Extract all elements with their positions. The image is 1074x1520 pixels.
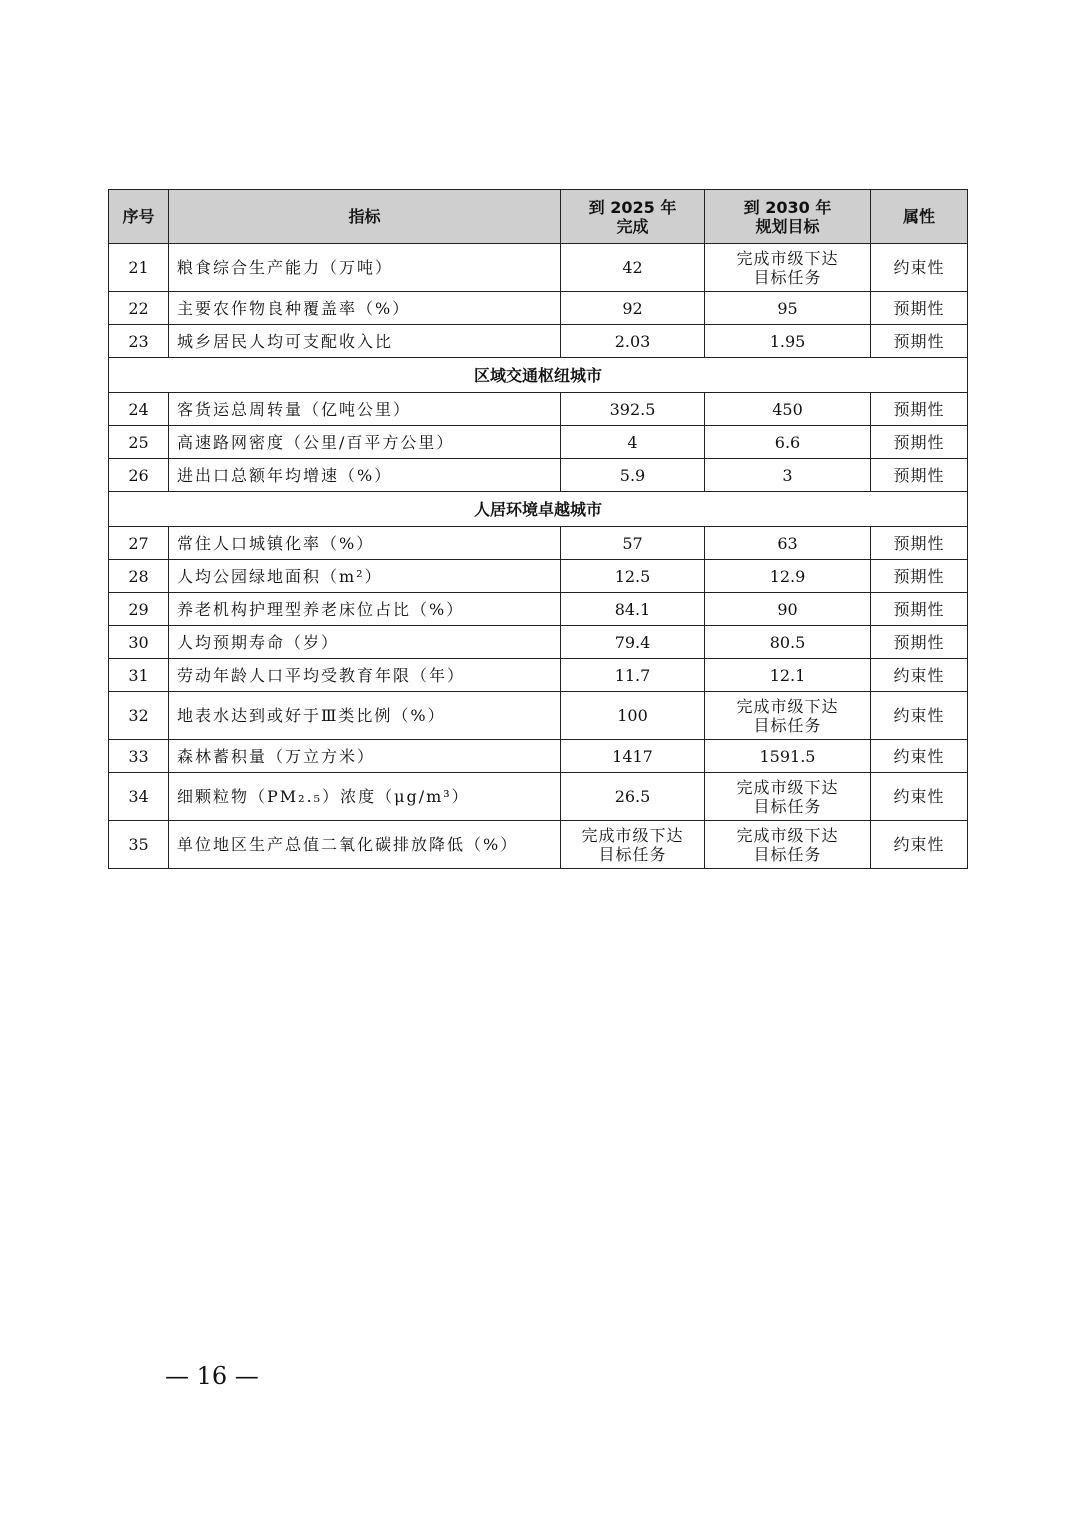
row-num: 28 xyxy=(109,560,169,593)
row-value-2030-line1: 完成市级下达 xyxy=(736,825,839,845)
row-nature: 约束性 xyxy=(871,821,968,869)
row-value-2030-line1: 完成市级下达 xyxy=(736,248,839,268)
row-num: 27 xyxy=(109,527,169,560)
row-metric: 养老机构护理型养老床位占比（%） xyxy=(169,593,561,626)
row-value-2025 xyxy=(561,821,705,869)
row-value-2025: 42 xyxy=(561,244,705,292)
row-value-2025: 57 xyxy=(561,527,705,560)
table-row xyxy=(109,740,968,773)
row-value-2030: 63 xyxy=(705,527,871,560)
row-value-2030: 12.9 xyxy=(705,560,871,593)
header-2030 xyxy=(705,190,871,244)
table-row xyxy=(109,821,968,869)
header-2030-line1: 到 2030 年 xyxy=(743,197,832,217)
row-value-2025: 26.5 xyxy=(561,773,705,821)
row-value-2030 xyxy=(705,821,871,869)
row-num: 29 xyxy=(109,593,169,626)
row-value-2025: 4 xyxy=(561,426,705,459)
row-num: 34 xyxy=(109,773,169,821)
row-metric: 细颗粒物（PM₂.₅）浓度（μg/m³） xyxy=(169,773,561,821)
row-value-2025-line1: 完成市级下达 xyxy=(581,825,684,845)
page-number: — 16 — xyxy=(165,1362,259,1390)
table-header-row xyxy=(109,190,968,244)
row-value-2030 xyxy=(705,244,871,292)
row-metric: 粮食综合生产能力（万吨） xyxy=(169,244,561,292)
row-metric: 常住人口城镇化率（%） xyxy=(169,527,561,560)
row-value-2025: 100 xyxy=(561,692,705,740)
row-value-2030 xyxy=(705,692,871,740)
row-value-2025: 84.1 xyxy=(561,593,705,626)
header-2025-line1: 到 2025 年 xyxy=(588,197,677,217)
row-metric: 客货运总周转量（亿吨公里） xyxy=(169,393,561,426)
row-value-2025: 392.5 xyxy=(561,393,705,426)
row-nature: 约束性 xyxy=(871,244,968,292)
row-value-2030-line2: 目标任务 xyxy=(753,796,822,816)
header-metric: 指标 xyxy=(169,190,561,244)
table-row xyxy=(109,773,968,821)
table-row xyxy=(109,325,968,358)
table-row xyxy=(109,426,968,459)
section-row-living xyxy=(109,492,968,527)
row-num: 25 xyxy=(109,426,169,459)
row-value-2030: 1.95 xyxy=(705,325,871,358)
row-nature: 预期性 xyxy=(871,527,968,560)
row-num: 35 xyxy=(109,821,169,869)
row-value-2030: 80.5 xyxy=(705,626,871,659)
row-metric: 进出口总额年均增速（%） xyxy=(169,459,561,492)
row-value-2025-line2: 目标任务 xyxy=(598,844,667,864)
row-num: 24 xyxy=(109,393,169,426)
row-nature: 预期性 xyxy=(871,459,968,492)
row-nature: 预期性 xyxy=(871,626,968,659)
row-value-2030-line2: 目标任务 xyxy=(753,715,822,735)
row-metric: 地表水达到或好于Ⅲ类比例（%） xyxy=(169,692,561,740)
header-num: 序号 xyxy=(109,190,169,244)
row-num: 31 xyxy=(109,659,169,692)
header-2030-line2: 规划目标 xyxy=(755,216,820,236)
row-metric: 高速路网密度（公里/百平方公里） xyxy=(169,426,561,459)
row-value-2025: 11.7 xyxy=(561,659,705,692)
row-num: 26 xyxy=(109,459,169,492)
row-num: 23 xyxy=(109,325,169,358)
row-metric: 劳动年龄人口平均受教育年限（年） xyxy=(169,659,561,692)
row-value-2030-line1: 完成市级下达 xyxy=(736,777,839,797)
row-value-2030-line1: 完成市级下达 xyxy=(736,696,839,716)
row-nature: 预期性 xyxy=(871,292,968,325)
row-num: 30 xyxy=(109,626,169,659)
row-num: 33 xyxy=(109,740,169,773)
row-value-2025: 1417 xyxy=(561,740,705,773)
row-value-2030-line2: 目标任务 xyxy=(753,267,822,287)
row-nature: 约束性 xyxy=(871,692,968,740)
table-row xyxy=(109,393,968,426)
table-row xyxy=(109,692,968,740)
row-value-2030-line2: 目标任务 xyxy=(753,844,822,864)
row-value-2030: 6.6 xyxy=(705,426,871,459)
table-row xyxy=(109,626,968,659)
row-nature: 预期性 xyxy=(871,593,968,626)
row-value-2030: 1591.5 xyxy=(705,740,871,773)
row-nature: 约束性 xyxy=(871,740,968,773)
header-2025 xyxy=(561,190,705,244)
row-value-2025: 2.03 xyxy=(561,325,705,358)
table-row xyxy=(109,244,968,292)
row-value-2030: 3 xyxy=(705,459,871,492)
row-metric: 单位地区生产总值二氧化碳排放降低（%） xyxy=(169,821,561,869)
row-nature: 预期性 xyxy=(871,393,968,426)
section-row-transport xyxy=(109,358,968,393)
row-value-2025: 5.9 xyxy=(561,459,705,492)
section-title: 区域交通枢纽城市 xyxy=(109,358,968,393)
indicator-table xyxy=(108,189,968,869)
row-num: 21 xyxy=(109,244,169,292)
row-value-2030: 95 xyxy=(705,292,871,325)
table-row xyxy=(109,527,968,560)
row-nature: 约束性 xyxy=(871,773,968,821)
section-title: 人居环境卓越城市 xyxy=(109,492,968,527)
row-metric: 城乡居民人均可支配收入比 xyxy=(169,325,561,358)
row-value-2030: 90 xyxy=(705,593,871,626)
row-value-2025: 79.4 xyxy=(561,626,705,659)
row-num: 22 xyxy=(109,292,169,325)
header-nature: 属性 xyxy=(871,190,968,244)
table-row xyxy=(109,659,968,692)
row-num: 32 xyxy=(109,692,169,740)
table-row xyxy=(109,593,968,626)
row-value-2030: 12.1 xyxy=(705,659,871,692)
row-metric: 森林蓄积量（万立方米） xyxy=(169,740,561,773)
row-nature: 预期性 xyxy=(871,325,968,358)
row-value-2025: 12.5 xyxy=(561,560,705,593)
row-value-2025: 92 xyxy=(561,292,705,325)
row-nature: 约束性 xyxy=(871,659,968,692)
row-metric: 主要农作物良种覆盖率（%） xyxy=(169,292,561,325)
row-value-2030 xyxy=(705,773,871,821)
table-row xyxy=(109,560,968,593)
row-metric: 人均公园绿地面积（m²） xyxy=(169,560,561,593)
row-value-2030: 450 xyxy=(705,393,871,426)
table-row xyxy=(109,292,968,325)
table-row xyxy=(109,459,968,492)
row-metric: 人均预期寿命（岁） xyxy=(169,626,561,659)
row-nature: 预期性 xyxy=(871,426,968,459)
row-nature: 预期性 xyxy=(871,560,968,593)
header-2025-line2: 完成 xyxy=(616,216,649,236)
